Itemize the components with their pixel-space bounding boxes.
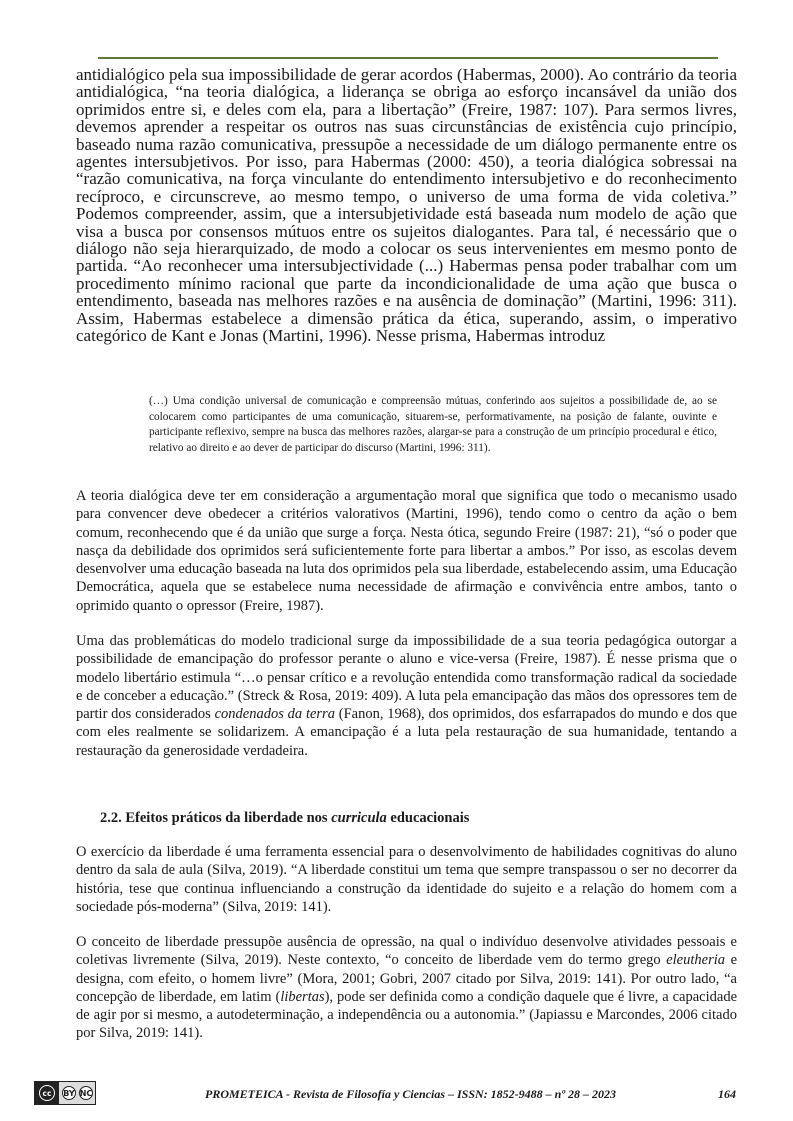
nc-noncommercial-icon: NC xyxy=(79,1086,93,1100)
body-paragraph-4: O exercício da liberdade é uma ferramenta essencial para o desenvolvimento de habilidades cognitivas do aluno dentro da sala de aula (Silva, 2019). “A liberdade constitui um tema que sempre transpassou o ser no decorrer da história, tese que continua influenciando a construção da identidade do sujeito e a relação do homem com a sociedade pós-moderna” (Silva, 2019: 141). xyxy=(76,844,737,915)
heading-text-b: educacionais xyxy=(386,810,470,826)
by-attribution-icon: BY xyxy=(62,1086,76,1100)
paragraph-3-text-a: Uma das problemáticas do modelo tradicional surge da impossibilidade de a sua teoria pedagógica outorgar a possibilidade de emancipação do professor perante o aluno e vice-versa (Freire, 1987). É nesse prisma que o modelo libertário estimula “…o pensar crítico e a revolução entendida como transformação radical da sociedade e de conceber a educação.” (Streck & Rosa, 2019: 409). A luta pela emancipação das mãos dos opressores tem de partir dos considerados xyxy=(76,633,737,723)
heading-italic-term: curricula xyxy=(331,810,387,826)
paragraph-5-text-a: O conceito de liberdade pressupõe ausência de opressão, na qual o indivíduo desenvolve atividades pessoais e coletivas livremente (Silva, 2019). Neste contexto, “o conceito de liberdade vem do termo grego xyxy=(76,934,737,969)
paragraph-5-text-b: e designa, com efeito, o homem livre” (Mora, 2001; Gobri, 2007 citado por Silva, 2019: 141). Por outro lado, “a concepção de liberdade, em latim ( xyxy=(76,952,737,1005)
page-number: 164 xyxy=(718,1087,736,1101)
paragraph-5-text-c: ), pode ser definida como a condição daquele que é livre, a capacidade de agir por si mesmo, a autodeterminação, a independência ou a autonomia.” (Japiassu e Marcondes, 2006 citado por Silva, 2019: 141). xyxy=(76,988,738,1042)
page-footer xyxy=(0,1081,793,1107)
heading-text-a: 2.2. Efeitos práticos da liberdade nos xyxy=(100,810,332,826)
journal-citation: PROMETEICA - Revista de Filosofía y Ciencias – ISSN: 1852-9488 – nº 28 – 2023 xyxy=(205,1087,616,1101)
header-rule xyxy=(98,57,718,59)
body-paragraph-5 xyxy=(76,933,737,1043)
paragraph-3-italic-term: condenados da terra xyxy=(214,706,335,723)
cc-logo-block xyxy=(35,1082,59,1104)
body-paragraph-1: antidialógico pela sua impossibilidade de gerar acordos (Habermas, 2000). Ao contrário da teoria antidialógica, “na teoria dialógica, a liderança se obriga ao esforço incansável da união dos oprimidos entre si, e deles com ela, para a libertação” (Freire, 1987: 107). Para sermos livres, devemos aprender a respeitar os outros nas suas circunstâncias de existência cujo princípio, baseado numa razão comunicativa, pressupõe a necessidade de um diálogo permanente entre os agentes intersubjetivos. Por isso, para Habermas (2000: 450), a teoria dialógica sobressai na “razão comunicativa, na força vinculante do entendimento intersubjetivo e do reconhecimento recíproco, e circunscreve, ao mesmo tempo, o universo de uma forma de vida coletiva.” Podemos compreender, assim, que a intersubjetividade está baseada num modelo de ação que visa a busca por consensos mútuos entre os sujeitos dialogantes. Para tal, é necessário que o diálogo não seja hierarquizado, de modo a colocar os seus intervenientes em mesmo ponto de partida. “Ao reconhecer uma intersubjectividade (...) Habermas pensa poder trabalhar com um procedimento mínimo racional que parte da incondicionalidade de uma ação que busca o entendimento, baseada nas melhores razões e na ausência de dominação” (Martini, 1996: 311). Assim, Habermas estabelece a dimensão prática da ética, superando, assim, o imperativo categórico de Kant e Jonas (Martini, 1996). Nesse prisma, Habermas introduz xyxy=(76,65,737,346)
body-paragraph-2: A teoria dialógica deve ter em consideração a argumentação moral que significa que todo o mecanismo usado para convencer deve obedecer a critérios valorativos (Martini, 1996), tendo como o centro da ação o bem comum, reconhecendo que é da união que surge a força. Nesta ótica, segundo Freire (1987: 21), “só o poder que nasça da debilidade dos oprimidos será suficientemente forte para libertar a ambos.” Por isso, as escolas devem desenvolver uma educação baseada na luta dos oprimidos pela sua liberdade, estabelecendo assim, uma Educação Democrática, aquela que se estabelece numa necessidade de afirmação e convivência entre ambos, tanto o oprimido quanto o opressor (Freire, 1987). xyxy=(76,488,737,614)
block-quote: (…) Uma condição universal de comunicação e compreensão mútuas, conferindo aos sujeitos a possibilidade de, ao se colocarem como participantes de uma comunicação, situarem-se, performativamente, na posição de falante, ouvinte e participante reflexivo, sempre na busca das melhores razões, alargar-se para a construção de um princípio procedural e ético, relativo ao direito e ao dever de participar do discurso (Martini, 1996: 311). xyxy=(149,395,717,454)
cc-logo-icon: cc xyxy=(39,1085,55,1101)
paragraph-3-text-b: (Fanon, 1968), dos oprimidos, dos esfarrapados do mundo e dos que com eles realmente se solidarizem. A emancipação é a luta pela restauração de sua humanidade, tentando a restauração da generosidade verdadeira. xyxy=(76,706,738,759)
paragraph-5-italic-term-2: libertas xyxy=(280,988,325,1005)
section-heading xyxy=(100,810,469,827)
paragraph-5-italic-term-1: eleutheria xyxy=(666,952,726,969)
body-paragraph-3 xyxy=(76,632,737,760)
cc-license-badge[interactable] xyxy=(34,1081,96,1105)
